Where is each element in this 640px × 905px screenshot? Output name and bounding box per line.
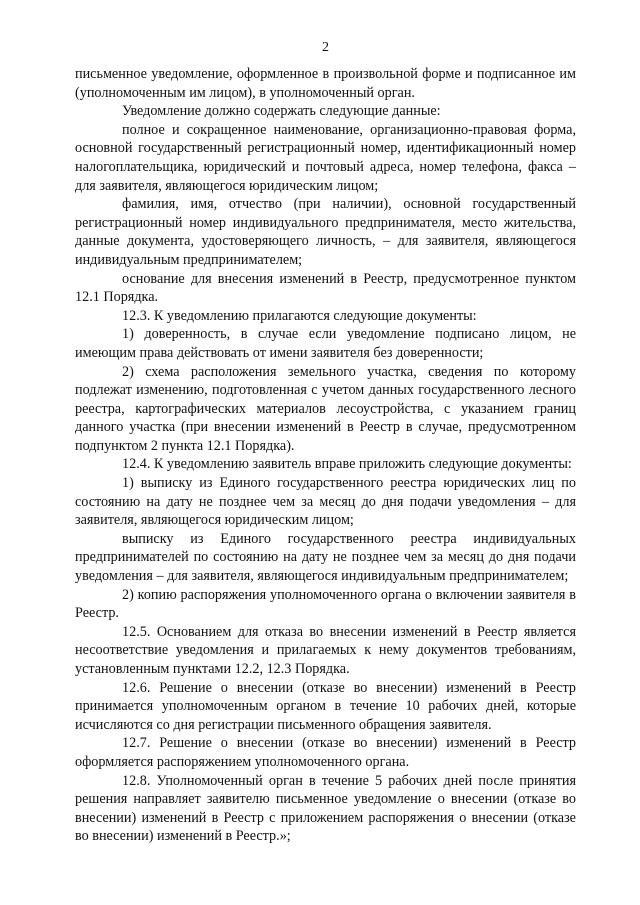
paragraph: фамилия, имя, отчество (при наличии), основной государственный регистрационный номер индивидуального предпринимателя, место жительства, данные документа, удостоверяющего личность, – для заявителя, являющегося индивидуальным предпринимателем; xyxy=(75,196,576,268)
paragraph: Уведомление должно содержать следующие данные: xyxy=(122,103,441,120)
paragraph: выписку из Единого государственного реестра индивидуальных предпринимателей по состоянию на дату не позднее чем за месяц до дня подачи уведомления – для заявителя, являющегося индивидуальным предпринимателем; xyxy=(75,530,576,585)
paragraph: 12.6. Решение о внесении (отказе во внесении) изменений в Реестр принимается уполномоченным органом в течение 10 рабочих дней, которые исчисляются со дня регистрации письменного обращения заявителя. xyxy=(75,679,576,733)
paragraph: 1) доверенность, в случае если уведомление подписано лицом, не имеющим права действовать от имени заявителя без доверенности; xyxy=(75,326,576,361)
page-number: 2 xyxy=(322,40,329,55)
paragraph: 12.3. К уведомлению прилагаются следующие документы: xyxy=(122,307,477,324)
paragraph: 12.8. Уполномоченный орган в течение 5 рабочих дней после принятия решения направляет заявителю письменное уведомление о внесении (отказе во внесении) изменений в Реестр с приложением распоряжения о внесении (отказе во внесении) изменений в Реестр.»; xyxy=(75,772,576,845)
paragraph: 2) схема расположения земельного участка, сведения по которому подлежат изменению, подготовленная с учетом данных государственного лесного реестра, картографических материалов лесоустройства, с указанием границ данного участка (при внесении изменений в Реестр в случае, предусмотренном подпунктом 2 пункта 12.1 Порядка). xyxy=(75,363,576,454)
paragraph: 12.7. Решение о внесении (отказе во внесении) изменений в Реестр оформляется распоряжением уполномоченного органа. xyxy=(75,735,576,770)
paragraph: 12.5. Основанием для отказа во внесении изменений в Реестр является несоответствие уведомления и прилагаемых к нему документов требованиям, установленным пунктами 12.2, 12.3 Порядка. xyxy=(75,623,576,677)
paragraph: основание для внесения изменений в Реестр, предусмотренное пунктом 12.1 Порядка. xyxy=(75,270,576,306)
paragraph: 1) выписку из Единого государственного реестра юридических лиц по состоянию на дату не позднее чем за месяц до дня подачи уведомления – для заявителя, являющегося юридическим лицом; xyxy=(75,475,576,529)
paragraph: полное и сокращенное наименование, организационно-правовая форма, основной государственный регистрационный номер, идентификационный номер налогоплательщика, юридический и почтовый адреса, номер телефона, факса – для заявителя, являющегося юридическим лицом; xyxy=(75,121,576,194)
document-body xyxy=(75,65,576,846)
paragraph: письменное уведомление, оформленное в произвольной форме и подписанное им (уполномоченным им лицом), в уполномоченный орган. xyxy=(75,66,576,101)
paragraph: 2) копию распоряжения уполномоченного органа о включении заявителя в Реестр. xyxy=(75,586,576,622)
paragraph: 12.4. К уведомлению заявитель вправе приложить следующие документы: xyxy=(122,456,572,473)
